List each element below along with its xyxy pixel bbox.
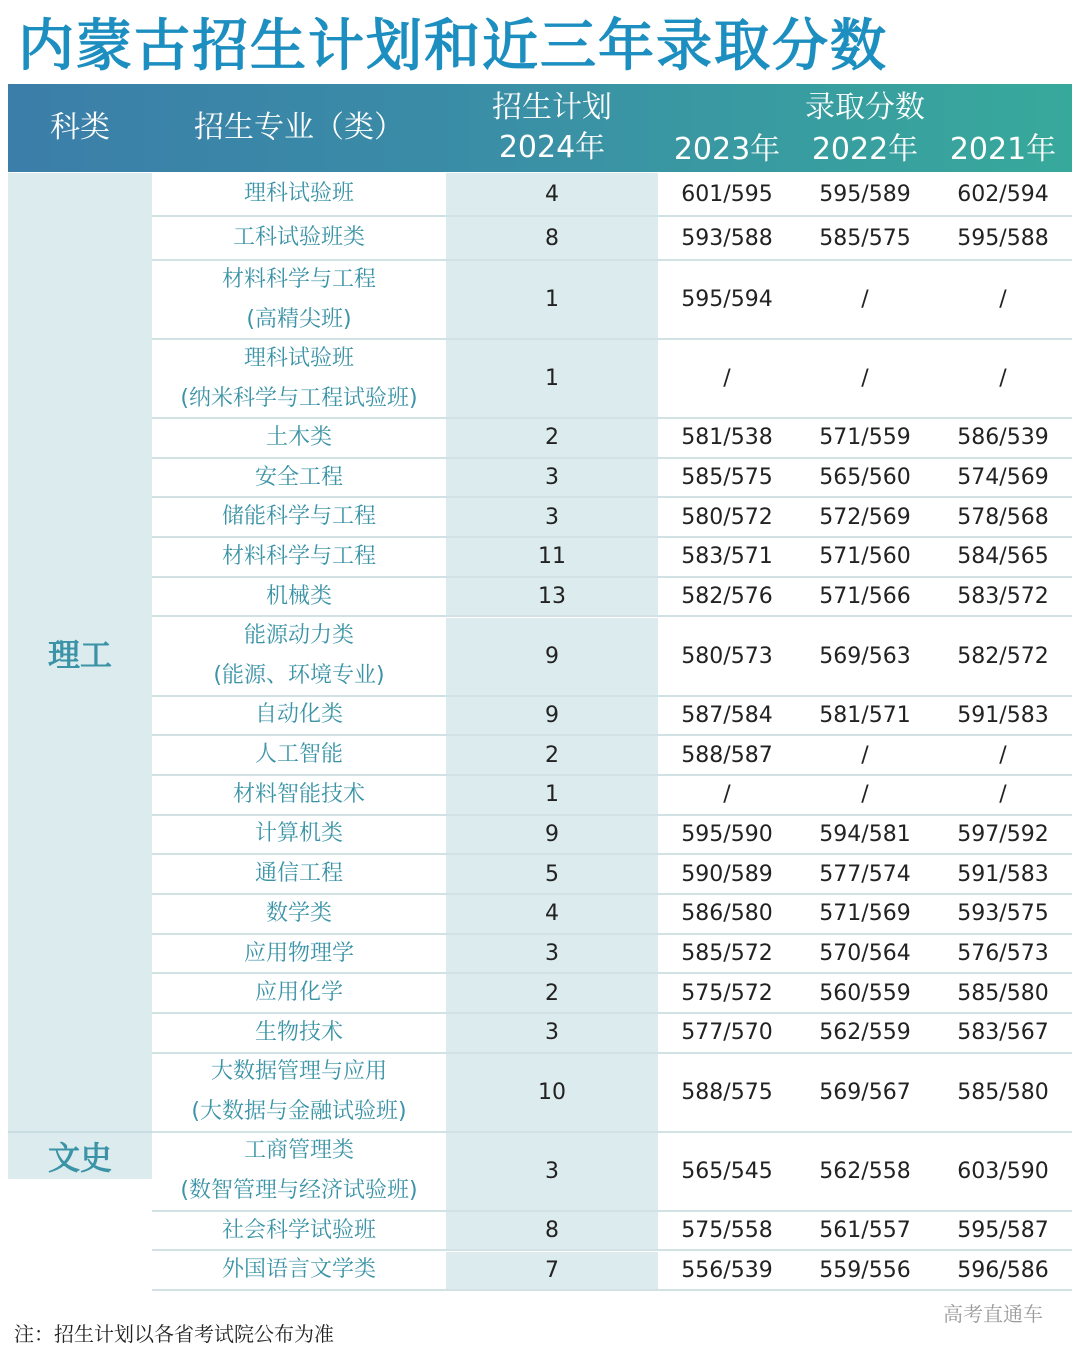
table-row [152, 618, 1072, 697]
category-cell: 文史 [8, 1133, 152, 1179]
major-cell [152, 895, 446, 933]
table-row [152, 419, 1072, 459]
score-cell-2021: 602/594 [957, 181, 1049, 207]
table-row [152, 1133, 1072, 1212]
score-cell-2022: 559/556 [819, 1257, 911, 1283]
major-cell [152, 459, 446, 497]
score-cell-2023: / [723, 782, 731, 808]
major-cell [152, 498, 446, 536]
plan-cell: 4 [446, 895, 658, 933]
table-row [152, 895, 1072, 935]
score-cell-2021: 584/565 [957, 544, 1049, 570]
table-row [152, 217, 1072, 261]
score-cell-2021: 591/583 [957, 861, 1049, 887]
major-cell [152, 816, 446, 854]
table-row [152, 697, 1072, 737]
plan-cell: 5 [446, 855, 658, 893]
header-plan [446, 88, 658, 168]
score-cell-2023: 588/587 [681, 742, 773, 768]
score-cell-2022: / [861, 366, 869, 391]
score-cell-2021: 597/592 [957, 821, 1049, 847]
major-name-line: 计算机类 [254, 821, 343, 847]
major-name-line: 机械类 [265, 583, 332, 609]
score-cell-2022: 581/571 [819, 702, 911, 728]
major-cell [152, 855, 446, 893]
plan-cell: 3 [446, 935, 658, 973]
category-cell: 理工 [8, 173, 152, 1133]
major-cell [152, 1252, 446, 1290]
score-cell-2022: 562/559 [819, 1020, 911, 1046]
major-cell [152, 217, 446, 259]
plan-cell: 13 [446, 578, 658, 616]
score-cell-2022: 571/559 [819, 425, 911, 451]
header-year-2022: 2022年 [811, 132, 919, 167]
score-cell-2021: / [999, 782, 1007, 808]
plan-cell: 9 [446, 816, 658, 854]
score-cell-2023: / [723, 366, 731, 391]
score-cell-2023: 581/538 [681, 425, 773, 451]
major-cell [152, 173, 446, 215]
plan-cell: 3 [446, 1133, 658, 1210]
plan-cell: 2 [446, 974, 658, 1012]
score-cell-2023: 593/588 [681, 225, 773, 251]
score-cell-2021: 596/586 [957, 1257, 1049, 1283]
score-cell-2021: 603/590 [957, 1158, 1049, 1184]
score-cell-2022: 577/574 [819, 861, 911, 887]
score-cell-2022: 572/569 [819, 504, 911, 530]
major-cell [152, 1014, 446, 1052]
header-year-2021: 2021年 [949, 132, 1057, 167]
score-cell-2022: 569/567 [819, 1079, 911, 1105]
table-row [152, 1252, 1072, 1292]
score-cell-2023: 588/575 [681, 1079, 773, 1105]
major-name-line: 理科试验班 [243, 181, 354, 206]
score-cell-2021: 576/573 [957, 941, 1049, 967]
header-scores: 录取分数 [805, 90, 925, 125]
score-cell-2021: 585/580 [957, 1079, 1049, 1105]
plan-cell: 8 [446, 217, 658, 259]
score-cell-2022: 571/566 [819, 584, 911, 610]
score-cell-2022: 565/560 [819, 465, 911, 491]
score-cell-2023: 585/572 [681, 941, 773, 967]
major-name-line: 数学类 [265, 900, 332, 926]
plan-cell: 9 [446, 697, 658, 735]
score-cell-2022: 570/564 [819, 941, 911, 967]
plan-cell: 11 [446, 538, 658, 576]
score-cell-2023: 556/539 [681, 1257, 773, 1283]
page-title: 内蒙古招生计划和近三年录取分数 [18, 14, 888, 79]
score-cell-2022: 571/569 [819, 901, 911, 927]
major-name-line: 材料智能技术 [232, 781, 365, 807]
footnote: 注：招生计划以各省考试院公布为准 [14, 1322, 334, 1346]
score-cell-2023: 595/590 [681, 821, 773, 847]
score-cell-2021: / [999, 366, 1007, 391]
major-name-line: 人工智能 [254, 742, 343, 768]
score-cell-2021: 586/539 [957, 425, 1049, 451]
score-cell-2022: 585/575 [819, 225, 911, 251]
major-cell [152, 1133, 446, 1210]
plan-cell: 9 [446, 618, 658, 695]
major-cell [152, 618, 446, 695]
score-cell-2021: / [999, 287, 1007, 312]
table-row [152, 935, 1072, 975]
score-cell-2023: 580/572 [681, 504, 773, 530]
score-cell-2023: 586/580 [681, 901, 773, 927]
major-cell [152, 697, 446, 735]
table-row [152, 578, 1072, 618]
table-row [152, 261, 1072, 340]
score-cell-2022: / [861, 782, 869, 808]
plan-cell: 2 [446, 419, 658, 457]
major-cell [152, 419, 446, 457]
header-year-2023: 2023年 [673, 132, 781, 167]
plan-cell: 1 [446, 776, 658, 814]
table-row [152, 1054, 1072, 1133]
major-name-line: 工科试验班类 [232, 225, 365, 250]
major-cell [152, 935, 446, 973]
score-cell-2023: 582/576 [681, 584, 773, 610]
score-cell-2023: 601/595 [681, 181, 773, 207]
table-row [152, 538, 1072, 578]
table-row [152, 974, 1072, 1014]
table-row [152, 1212, 1072, 1252]
score-cell-2021: 583/567 [957, 1020, 1049, 1046]
major-cell [152, 736, 446, 774]
major-name-line: 材料科学与工程 [221, 543, 376, 569]
score-cell-2023: 585/575 [681, 465, 773, 491]
score-cell-2023: 565/545 [681, 1158, 773, 1184]
major-name-line: (数智管理与经济试验班) [180, 1178, 418, 1204]
major-name-line: (纳米科学与工程试验班) [180, 385, 418, 411]
major-cell [152, 1212, 446, 1250]
table-row [152, 340, 1072, 419]
major-name-line: 能源动力类 [243, 623, 354, 648]
plan-cell: 1 [446, 340, 658, 417]
score-cell-2021: 582/572 [957, 643, 1049, 669]
score-cell-2023: 575/572 [681, 980, 773, 1006]
table-row [152, 173, 1072, 217]
major-cell [152, 578, 446, 616]
major-name-line: (能源、环境专业) [213, 663, 385, 688]
plan-cell: 7 [446, 1252, 658, 1290]
score-cell-2023: 577/570 [681, 1020, 773, 1046]
table-row [152, 776, 1072, 816]
table-row [152, 736, 1072, 776]
plan-cell: 10 [446, 1054, 658, 1131]
score-cell-2022: 562/558 [819, 1158, 911, 1184]
score-cell-2021: 591/583 [957, 702, 1049, 728]
score-cell-2021: 578/568 [957, 504, 1049, 530]
major-name-line: 安全工程 [254, 464, 343, 490]
major-cell [152, 776, 446, 814]
major-cell [152, 340, 446, 417]
table-row [152, 1014, 1072, 1054]
major-name-line: 外国语言文学类 [221, 1257, 376, 1283]
major-name-line: 土木类 [265, 424, 332, 450]
header-plan-line2: 2024年 [498, 130, 606, 165]
score-cell-2023: 583/571 [681, 544, 773, 570]
major-name-line: 材料科学与工程 [221, 266, 376, 292]
table-header [8, 84, 1072, 172]
major-name-line: 理科试验班 [243, 345, 354, 371]
score-cell-2022: 571/560 [819, 544, 911, 570]
score-cell-2022: / [861, 287, 869, 312]
plan-cell: 4 [446, 173, 658, 215]
score-cell-2022: 560/559 [819, 980, 911, 1006]
plan-cell: 2 [446, 736, 658, 774]
score-cell-2023: 587/584 [681, 702, 773, 728]
score-cell-2021: 593/575 [957, 901, 1049, 927]
score-cell-2021: 583/572 [957, 584, 1049, 610]
watermark: 高考直通车 [943, 1302, 1043, 1326]
score-cell-2021: / [999, 742, 1007, 768]
score-cell-2022: 595/589 [819, 181, 911, 207]
major-name-line: 应用物理学 [243, 940, 354, 966]
major-cell [152, 538, 446, 576]
table-row [152, 498, 1072, 538]
score-cell-2023: 590/589 [681, 861, 773, 887]
score-cell-2021: 595/587 [957, 1218, 1049, 1244]
score-cell-2021: 574/569 [957, 465, 1049, 491]
admission-table [8, 84, 1072, 1283]
major-name-line: 社会科学试验班 [221, 1217, 376, 1243]
score-cell-2023: 580/573 [681, 643, 773, 669]
header-major: 招生专业（类） [194, 110, 404, 145]
plan-cell: 8 [446, 1212, 658, 1250]
major-cell [152, 261, 446, 338]
score-cell-2023: 575/558 [681, 1218, 773, 1244]
score-cell-2021: 595/588 [957, 225, 1049, 251]
table-row [152, 855, 1072, 895]
table-row [152, 816, 1072, 856]
major-name-line: 应用化学 [254, 980, 343, 1006]
major-name-line: 通信工程 [254, 861, 343, 887]
major-name-line: (高精尖班) [246, 306, 352, 332]
plan-cell: 3 [446, 498, 658, 536]
major-name-line: 自动化类 [254, 702, 343, 728]
plan-cell: 3 [446, 1014, 658, 1052]
score-cell-2021: 585/580 [957, 980, 1049, 1006]
score-cell-2023: 595/594 [681, 287, 773, 312]
major-cell [152, 1054, 446, 1131]
header-plan-line1: 招生计划 [492, 90, 612, 125]
header-category: 科类 [50, 110, 110, 145]
major-name-line: 储能科学与工程 [221, 504, 376, 530]
table-row [152, 459, 1072, 499]
score-cell-2022: / [861, 742, 869, 768]
score-cell-2022: 569/563 [819, 643, 911, 669]
plan-cell: 1 [446, 261, 658, 338]
major-name-line: (大数据与金融试验班) [191, 1099, 407, 1125]
score-cell-2022: 594/581 [819, 821, 911, 847]
score-cell-2022: 561/557 [819, 1218, 911, 1244]
major-name-line: 工商管理类 [243, 1138, 354, 1164]
major-cell [152, 974, 446, 1012]
major-name-line: 大数据管理与应用 [210, 1059, 387, 1085]
major-name-line: 生物技术 [254, 1019, 343, 1045]
plan-cell: 3 [446, 459, 658, 497]
